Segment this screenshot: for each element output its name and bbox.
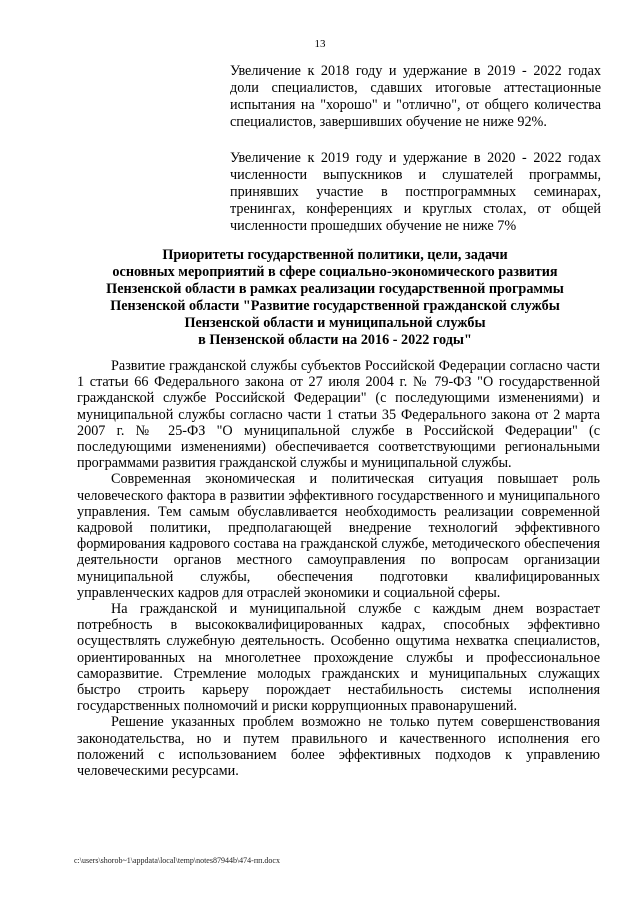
- body-paragraph: Современная экономическая и политическая ситуация повышает роль человеческого фактора в развитии эффективного государственного и муниципального управления. Тем самым обуславливается необходимость реализации современной кадровой политики, предполагающей внедрение технологий эффективного формирования кадрового состава на гражданской службе, методического обеспечения деятельности органов местного самоуправления по вопросам организации муниципальной службы, обеспечения подготовки квалифицированных управленческих кадров для отраслей экономики и социальной сферы.: [77, 471, 600, 601]
- heading-line: в Пензенской области на 2016 - 2022 годы": [198, 332, 472, 348]
- body-text: [77, 358, 600, 779]
- target-indicator-text: Увеличение к 2018 году и удержание в 2019 - 2022 годах доли специалистов, сдавших итоговые аттестационные испытания на "хорошо" и "отлично", от общего количества специалистов, завершивших обучение не ниже 92%.: [230, 63, 601, 130]
- body-paragraph: Развитие гражданской службы субъектов Российской Федерации согласно части 1 статьи 66 Федерального закона от 27 июля 2004 г. № 79-ФЗ "О государственной гражданской службе Российской Федерации" (с последующими изменениями) и муниципальной службы согласно части 1 статьи 35 Федерального закона от 2 марта 2007 г. № 25-ФЗ "О муниципальной службе в Российской Федерации" (с последующими изменениями) обеспечивается соответствующими региональными программами развития гражданской службы и муниципальной службы.: [77, 358, 600, 472]
- body-paragraph: На гражданской и муниципальной службе с каждым днем возрастает потребность в высококвалифицированных кадрах, способных эффективно осуществлять служебную деятельность. Особенно ощутима нехватка специалистов, ориентированных на многолетнее прохождение службы и профессиональное саморазвитие. Стремление молодых гражданских и муниципальных служащих быстро строить карьеру порождает нестабильность системы исполнения государственных полномочий и риски коррупционных правонарушений.: [77, 601, 600, 715]
- section-heading: [70, 247, 600, 349]
- target-indicator-text: Увеличение к 2019 году и удержание в 2020 - 2022 годах численности выпускников и слушателей программы, принявших участие в постпрограммных семинарах, тренингах, конференциях и круглых столах, от общей численности прошедших обучение не ниже 7%: [230, 150, 601, 234]
- heading-line: Приоритеты государственной политики, цели, задачи: [162, 247, 508, 263]
- page-number: 13: [314, 38, 326, 50]
- heading-line: Пензенской области "Развитие государственной гражданской службы: [110, 298, 560, 314]
- heading-line: основных мероприятий в сфере социально-экономического развития: [112, 264, 558, 280]
- heading-line: Пензенской области и муниципальной службы: [184, 315, 486, 331]
- body-paragraph: Решение указанных проблем возможно не только путем совершенствования законодательства, но и путем правильного и качественного исполнения его положений с использованием более эффективных подходов к управлению человеческими ресурсами.: [77, 714, 600, 780]
- heading-line: Пензенской области в рамках реализации государственной программы: [106, 281, 564, 297]
- footer-file-path: c:\users\shorob~1\appdata\local\temp\notes87944b\474-пп.docx: [74, 856, 280, 865]
